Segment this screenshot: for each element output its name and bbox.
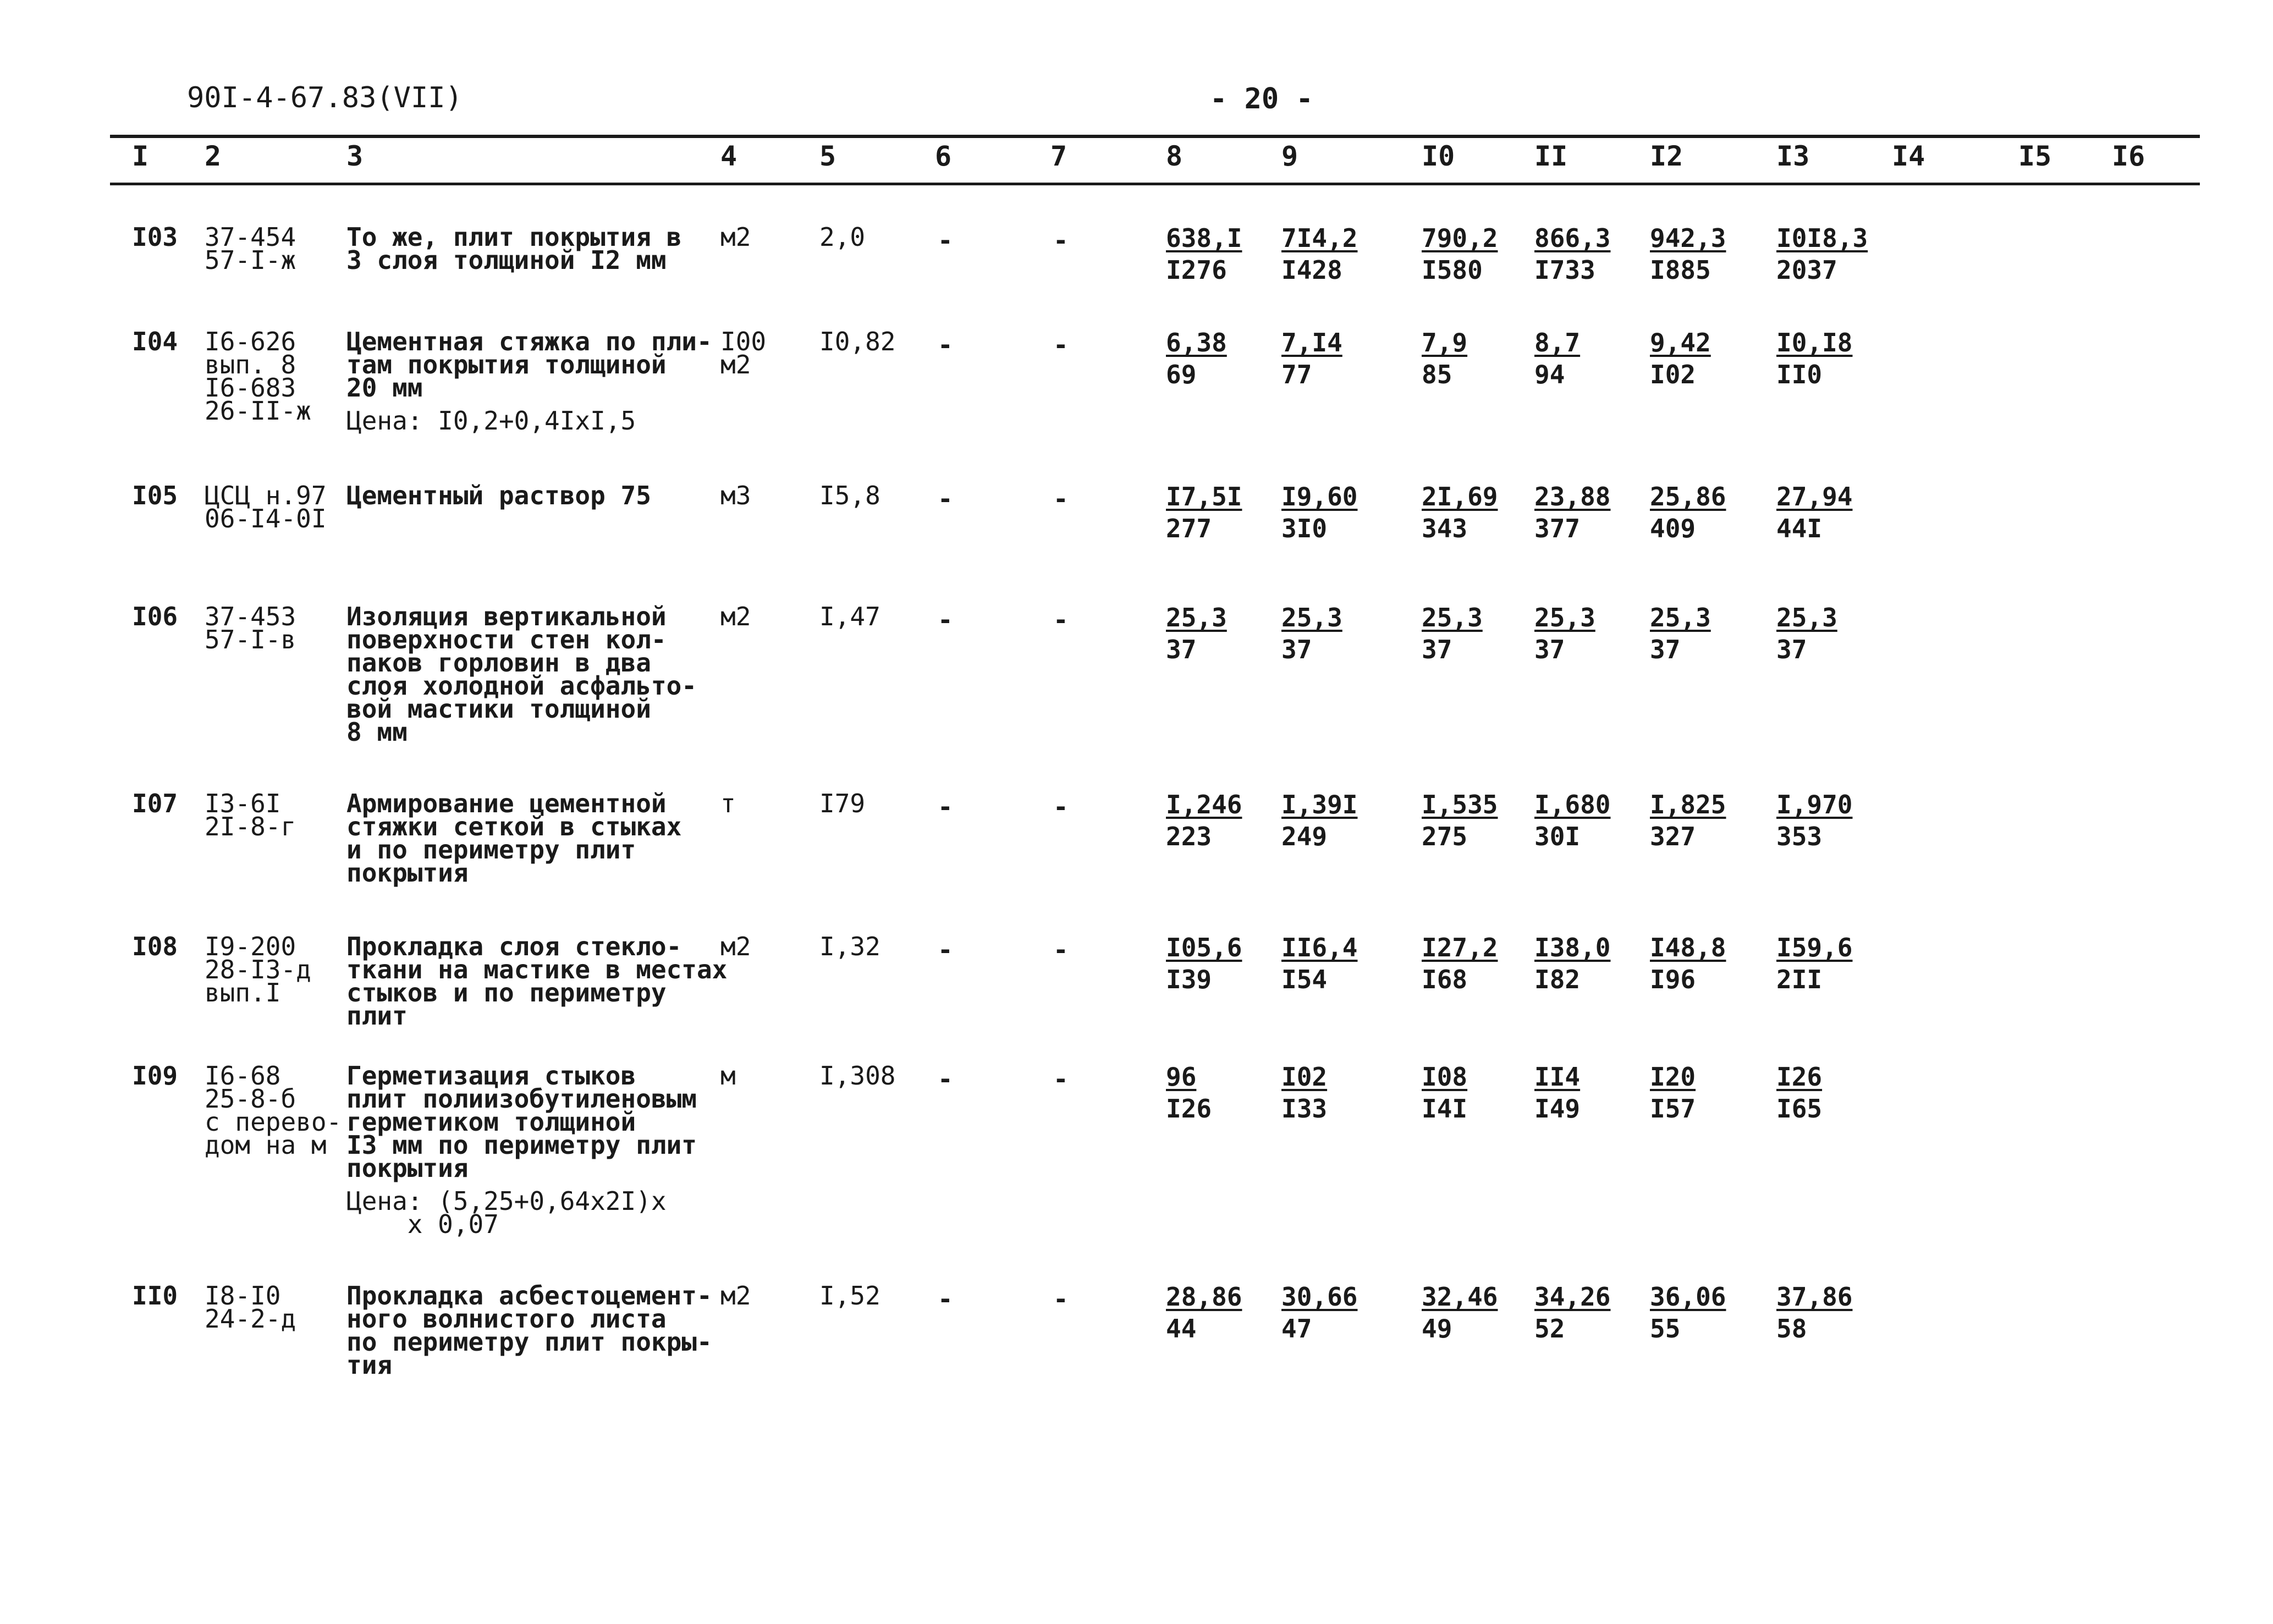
column-numbers (0, 140, 2273, 179)
value-fraction (1422, 481, 1498, 544)
value-fraction (1422, 222, 1498, 286)
norm-code: I9-200 28-I3-д вып.I (205, 932, 311, 1008)
col7-dash: - (1053, 1064, 1069, 1094)
value-bottom: I68 (1422, 965, 1468, 994)
row-number: II0 (132, 1281, 178, 1311)
value-bottom: 37 (1650, 635, 1681, 664)
value-bottom: 37 (1281, 635, 1312, 664)
value-bottom: 85 (1422, 360, 1452, 389)
value-fraction (1776, 789, 1852, 852)
unit: м2 (720, 602, 751, 631)
row-number: I08 (132, 932, 178, 961)
value-fraction (1422, 327, 1467, 390)
value-bottom: 30I (1534, 822, 1581, 851)
value-top: I9,60 (1281, 482, 1358, 511)
value-fraction (1422, 602, 1483, 665)
col-num-13: I3 (1776, 140, 1810, 172)
value-top: I,535 (1422, 790, 1498, 819)
value-fraction (1776, 1281, 1852, 1345)
col7-dash: - (1053, 792, 1069, 822)
value-bottom: I82 (1534, 965, 1581, 994)
value-top: II6,4 (1281, 933, 1358, 962)
value-top: I7,5I (1166, 482, 1242, 511)
value-top: 25,3 (1422, 603, 1483, 632)
value-bottom: I580 (1422, 255, 1483, 285)
value-bottom: I4I (1422, 1094, 1468, 1124)
work-description: Изоляция вертикальной поверхности стен кол- паков горловин в два слоя холодной асфальто- вой мастики толщиной 8 мм (346, 602, 697, 747)
value-top: I,246 (1166, 790, 1242, 819)
value-bottom: 223 (1166, 822, 1212, 851)
value-top: I,39I (1281, 790, 1358, 819)
value-fraction (1776, 602, 1837, 665)
col-num-9: 9 (1281, 140, 1298, 172)
value-bottom: 37 (1166, 635, 1197, 664)
quantity: 2,0 (819, 222, 866, 252)
col6-dash: - (938, 1064, 953, 1094)
quantity: I,32 (819, 932, 880, 961)
value-bottom: 37 (1534, 635, 1565, 664)
value-top: 37,86 (1776, 1282, 1853, 1312)
col6-dash: - (938, 330, 953, 360)
value-top: 25,86 (1650, 482, 1726, 511)
value-fraction (1281, 327, 1342, 390)
row-number: I04 (132, 327, 178, 356)
value-top: 25,3 (1776, 603, 1837, 632)
value-top: 28,86 (1166, 1282, 1242, 1312)
value-bottom: 69 (1166, 360, 1197, 389)
value-fraction (1650, 481, 1726, 544)
value-bottom: II0 (1776, 360, 1823, 389)
value-top: 25,3 (1166, 603, 1227, 632)
value-top: 32,46 (1422, 1282, 1498, 1312)
value-top: 25,3 (1534, 603, 1595, 632)
value-fraction (1422, 1281, 1498, 1345)
col-num-16: I6 (2112, 140, 2145, 172)
value-fraction (1166, 789, 1242, 852)
col-num-1: I (132, 140, 149, 172)
value-bottom: 37 (1422, 635, 1452, 664)
value-fraction (1166, 481, 1242, 544)
work-description: Цементная стяжка по пли- там покрытия толщиной 20 мм (346, 327, 712, 403)
col7-dash: - (1053, 605, 1069, 635)
value-top: I,970 (1776, 790, 1853, 819)
price-note: Цена: I0,2+0,4IxI,5 (346, 406, 636, 436)
quantity: I,47 (819, 602, 880, 631)
value-bottom: I885 (1650, 255, 1711, 285)
row-number: I09 (132, 1061, 178, 1091)
value-top: 638,I (1166, 223, 1242, 253)
value-fraction (1650, 1061, 1696, 1125)
quantity: I,52 (819, 1281, 880, 1311)
value-top: 36,06 (1650, 1282, 1726, 1312)
col-num-7: 7 (1050, 140, 1067, 172)
value-top: I02 (1281, 1062, 1328, 1092)
quantity: I0,82 (819, 327, 896, 356)
top-rule (110, 135, 2200, 138)
value-bottom: 353 (1776, 822, 1823, 851)
value-bottom: 377 (1534, 514, 1581, 543)
work-description: Прокладка асбестоцемент- ного волнистого листа по периметру плит покры- тия (346, 1281, 712, 1380)
value-fraction (1776, 327, 1852, 390)
value-bottom: 2II (1776, 965, 1823, 994)
value-bottom: I33 (1281, 1094, 1328, 1124)
value-fraction (1281, 932, 1357, 995)
value-top: 25,3 (1650, 603, 1711, 632)
col-num-3: 3 (346, 140, 364, 172)
value-top: 7,I4 (1281, 328, 1342, 357)
value-fraction (1281, 481, 1357, 544)
norm-code: I8-I0 24-2-д (205, 1281, 296, 1334)
value-top: 9,42 (1650, 328, 1711, 357)
value-fraction (1281, 1061, 1327, 1125)
norm-code: I3-6I 2I-8-г (205, 789, 296, 841)
col-num-14: I4 (1892, 140, 1925, 172)
price-note: Цена: (5,25+0,64x2I)x x 0,07 (346, 1186, 667, 1239)
row-number: I03 (132, 222, 178, 252)
col6-dash: - (938, 935, 953, 965)
value-fraction (1650, 932, 1726, 995)
value-bottom: I733 (1534, 255, 1595, 285)
col-num-2: 2 (205, 140, 222, 172)
value-fraction (1650, 327, 1711, 390)
value-fraction (1534, 222, 1610, 286)
col-num-10: I0 (1422, 140, 1455, 172)
value-fraction (1534, 1061, 1580, 1125)
value-fraction (1534, 602, 1595, 665)
value-bottom: 55 (1650, 1314, 1681, 1344)
value-bottom: 2037 (1776, 255, 1837, 285)
value-bottom: 58 (1776, 1314, 1807, 1344)
work-description: Армирование цементной стяжки сеткой в стыках и по периметру плит покрытия (346, 789, 682, 888)
quantity: I79 (819, 789, 866, 818)
value-top: I05,6 (1166, 933, 1242, 962)
unit: м2 (720, 1281, 751, 1311)
col-num-6: 6 (935, 140, 952, 172)
value-bottom: 77 (1281, 360, 1312, 389)
value-fraction (1650, 222, 1726, 286)
value-bottom: 343 (1422, 514, 1468, 543)
value-fraction (1776, 481, 1852, 544)
value-bottom: 44 (1166, 1314, 1197, 1344)
value-top: I38,0 (1534, 933, 1611, 962)
col7-dash: - (1053, 484, 1069, 514)
value-top: II4 (1534, 1062, 1581, 1092)
value-bottom: 249 (1281, 822, 1328, 851)
quantity: I,308 (819, 1061, 896, 1091)
value-top: 8,7 (1534, 328, 1581, 357)
value-bottom: I02 (1650, 360, 1696, 389)
value-top: 23,88 (1534, 482, 1611, 511)
col-num-4: 4 (720, 140, 738, 172)
value-fraction (1166, 1061, 1212, 1125)
col6-dash: - (938, 605, 953, 635)
value-fraction (1422, 932, 1498, 995)
value-fraction (1281, 789, 1357, 852)
value-top: I27,2 (1422, 933, 1498, 962)
norm-code: 37-453 57-I-в (205, 602, 296, 654)
value-bottom: I428 (1281, 255, 1342, 285)
value-top: I0I8,3 (1776, 223, 1868, 253)
value-bottom: 94 (1534, 360, 1565, 389)
col6-dash: - (938, 484, 953, 514)
norm-code: I6-68 25-8-б с перево- дом на м (205, 1061, 342, 1160)
value-top: 7,9 (1422, 328, 1468, 357)
value-top: 866,3 (1534, 223, 1611, 253)
norm-code: 37-454 57-I-ж (205, 222, 296, 275)
value-fraction (1166, 222, 1242, 286)
unit: м2 (720, 932, 751, 961)
unit: т (720, 789, 736, 818)
value-bottom: 3I0 (1281, 514, 1328, 543)
value-fraction (1534, 932, 1610, 995)
value-fraction (1166, 932, 1242, 995)
value-bottom: I54 (1281, 965, 1328, 994)
value-bottom: I39 (1166, 965, 1212, 994)
work-description: Цементный раствор 75 (346, 481, 651, 510)
value-bottom: 275 (1422, 822, 1468, 851)
value-bottom: 409 (1650, 514, 1696, 543)
value-top: I48,8 (1650, 933, 1726, 962)
value-fraction (1534, 789, 1610, 852)
value-bottom: 49 (1422, 1314, 1452, 1344)
value-fraction (1281, 1281, 1357, 1345)
value-top: 34,26 (1534, 1282, 1611, 1312)
value-top: 790,2 (1422, 223, 1498, 253)
value-bottom: 47 (1281, 1314, 1312, 1344)
value-bottom: 44I (1776, 514, 1823, 543)
unit: м3 (720, 481, 751, 510)
col-num-5: 5 (819, 140, 836, 172)
value-bottom: I26 (1166, 1094, 1212, 1124)
value-fraction (1776, 932, 1852, 995)
col7-dash: - (1053, 225, 1069, 255)
header-bottom-rule (110, 183, 2200, 185)
value-fraction (1534, 327, 1580, 390)
value-fraction (1166, 327, 1227, 390)
col-num-12: I2 (1650, 140, 1683, 172)
value-bottom: 37 (1776, 635, 1807, 664)
col7-dash: - (1053, 330, 1069, 360)
value-bottom: I96 (1650, 965, 1696, 994)
value-bottom: I65 (1776, 1094, 1823, 1124)
value-fraction (1281, 602, 1342, 665)
value-bottom: I57 (1650, 1094, 1696, 1124)
value-bottom: 327 (1650, 822, 1696, 851)
value-fraction (1534, 1281, 1610, 1345)
row-number: I06 (132, 602, 178, 631)
value-top: 96 (1166, 1062, 1197, 1092)
value-top: 942,3 (1650, 223, 1726, 253)
value-fraction (1650, 789, 1726, 852)
col7-dash: - (1053, 935, 1069, 965)
col7-dash: - (1053, 1284, 1069, 1314)
value-bottom: I276 (1166, 255, 1227, 285)
quantity: I5,8 (819, 481, 880, 510)
value-fraction (1534, 481, 1610, 544)
value-top: I20 (1650, 1062, 1696, 1092)
value-top: I0,I8 (1776, 328, 1853, 357)
row-number: I05 (132, 481, 178, 510)
col-num-11: II (1534, 140, 1568, 172)
value-fraction (1776, 222, 1868, 286)
value-top: I26 (1776, 1062, 1823, 1092)
norm-code: ЦСЦ н.97 06-I4-0I (205, 481, 327, 533)
row-number: I07 (132, 789, 178, 818)
value-top: 6,38 (1166, 328, 1227, 357)
value-fraction (1166, 602, 1227, 665)
value-top: 7I4,2 (1281, 223, 1358, 253)
page-number: - 20 - (1210, 82, 1313, 115)
value-fraction (1281, 222, 1357, 286)
col-num-8: 8 (1166, 140, 1183, 172)
value-top: I,825 (1650, 790, 1726, 819)
col6-dash: - (938, 225, 953, 255)
value-top: 27,94 (1776, 482, 1853, 511)
value-top: 25,3 (1281, 603, 1342, 632)
value-fraction (1776, 1061, 1822, 1125)
work-description: То же, плит покрытия в 3 слоя толщиной I2 мм (346, 222, 682, 275)
value-top: I08 (1422, 1062, 1468, 1092)
value-fraction (1650, 1281, 1726, 1345)
unit: I00 м2 (720, 327, 767, 379)
work-description: Герметизация стыков плит полиизобутиленовым герметиком толщиной I3 мм по периметру плит покрытия (346, 1061, 697, 1183)
value-bottom: 277 (1166, 514, 1212, 543)
value-fraction (1422, 789, 1498, 852)
value-top: I59,6 (1776, 933, 1853, 962)
unit: м2 (720, 222, 751, 252)
col-num-15: I5 (2018, 140, 2052, 172)
value-bottom: 52 (1534, 1314, 1565, 1344)
value-top: 30,66 (1281, 1282, 1358, 1312)
value-fraction (1422, 1061, 1467, 1125)
document-code: 90I-4-67.83(VII) (187, 81, 463, 114)
col6-dash: - (938, 792, 953, 822)
value-top: 2I,69 (1422, 482, 1498, 511)
work-description: Прокладка слоя стекло- ткани на мастике в местах стыков и по периметру плит (346, 932, 728, 1031)
value-bottom: I49 (1534, 1094, 1581, 1124)
value-fraction (1166, 1281, 1242, 1345)
col6-dash: - (938, 1284, 953, 1314)
value-fraction (1650, 602, 1711, 665)
unit: м (720, 1061, 736, 1091)
value-top: I,680 (1534, 790, 1611, 819)
norm-code: I6-626 вып. 8 I6-683 26-II-ж (205, 327, 311, 426)
